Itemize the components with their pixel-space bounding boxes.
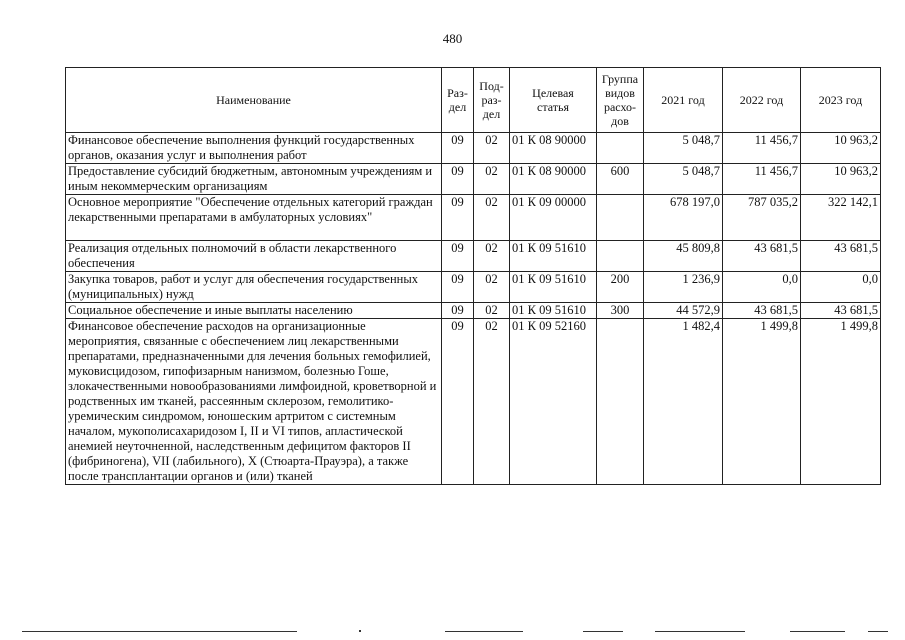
row-2023: 10 963,2 [801, 133, 881, 164]
row-2021: 5 048,7 [644, 133, 723, 164]
row-name: Социальное обеспечение и иные выплаты населению [66, 303, 442, 319]
row-subsection: 02 [474, 241, 510, 272]
row-group: 300 [597, 303, 644, 319]
row-target: 01 К 08 90000 [510, 133, 597, 164]
row-2022: 11 456,7 [723, 133, 801, 164]
header-name: Наименование [66, 68, 442, 133]
row-group [597, 133, 644, 164]
row-2021: 1 236,9 [644, 272, 723, 303]
row-target: 01 К 09 51610 [510, 241, 597, 272]
row-2023: 43 681,5 [801, 303, 881, 319]
page-number: 480 [442, 31, 463, 46]
row-name: Основное мероприятие "Обеспечение отдельных категорий граждан лекарственными препаратами в амбулаторных условиях" [66, 195, 442, 241]
row-section: 09 [442, 319, 474, 485]
row-section: 09 [442, 303, 474, 319]
table-row [66, 272, 881, 303]
row-group [597, 241, 644, 272]
footer-rule [790, 631, 845, 632]
row-2023: 43 681,5 [801, 241, 881, 272]
table-header-row [66, 68, 881, 133]
row-name: Реализация отдельных полномочий в области лекарственного обеспечения [66, 241, 442, 272]
footer-rule [22, 631, 297, 632]
row-group: 200 [597, 272, 644, 303]
table-row [66, 133, 881, 164]
footer-dot [359, 630, 361, 632]
table-row [66, 303, 881, 319]
header-2021: 2021 год [644, 68, 723, 133]
row-2021: 1 482,4 [644, 319, 723, 485]
row-target: 01 К 08 90000 [510, 164, 597, 195]
row-2022: 787 035,2 [723, 195, 801, 241]
row-2022: 0,0 [723, 272, 801, 303]
row-2021: 5 048,7 [644, 164, 723, 195]
row-2021: 678 197,0 [644, 195, 723, 241]
header-2022: 2022 год [723, 68, 801, 133]
row-2022: 1 499,8 [723, 319, 801, 485]
header-group: Группа видов расхо- дов [597, 68, 644, 133]
header-section: Раз- дел [442, 68, 474, 133]
header-subsection: Под- раз- дел [474, 68, 510, 133]
row-target: 01 К 09 00000 [510, 195, 597, 241]
row-subsection: 02 [474, 303, 510, 319]
row-group [597, 195, 644, 241]
row-2022: 43 681,5 [723, 303, 801, 319]
row-2021: 44 572,9 [644, 303, 723, 319]
row-2023: 1 499,8 [801, 319, 881, 485]
row-2023: 10 963,2 [801, 164, 881, 195]
row-target: 01 К 09 51610 [510, 272, 597, 303]
row-section: 09 [442, 272, 474, 303]
row-target: 01 К 09 52160 [510, 319, 597, 485]
row-2022: 11 456,7 [723, 164, 801, 195]
table-row [66, 195, 881, 241]
row-target: 01 К 09 51610 [510, 303, 597, 319]
row-section: 09 [442, 195, 474, 241]
header-2023: 2023 год [801, 68, 881, 133]
row-subsection: 02 [474, 195, 510, 241]
row-section: 09 [442, 164, 474, 195]
row-subsection: 02 [474, 319, 510, 485]
row-name: Финансовое обеспечение расходов на организационные мероприятия, связанные с обеспечением лиц лекарственными препаратами, предназначенными для лечения больных гемофилией, муковисцидозом, гипофизарным нанизмом, болезнью Гоше, злокачественными новообразованиями лимфоидной, кроветворной и родственных им тканей, рассеянным склерозом, гемолитико-уремическим синдромом, юношеским артритом с системным началом, мукополисахаридозом I, II и VI типов, апластической анемией неуточненной, наследственным дефицитом факторов II (фибриногена), VII (лабильного), X (Стюарта-Прауэра), а также после трансплантации органов и (или) тканей [66, 319, 442, 485]
budget-table [65, 67, 881, 485]
table-row [66, 319, 881, 485]
row-name: Предоставление субсидий бюджетным, автономным учреждениям и иным некоммерческим организациям [66, 164, 442, 195]
header-target: Целевая статья [510, 68, 597, 133]
row-subsection: 02 [474, 164, 510, 195]
footer-rule [445, 631, 523, 632]
row-name: Финансовое обеспечение выполнения функций государственных органов, оказания услуг и выполнения работ [66, 133, 442, 164]
row-section: 09 [442, 241, 474, 272]
row-2022: 43 681,5 [723, 241, 801, 272]
row-subsection: 02 [474, 133, 510, 164]
row-group: 600 [597, 164, 644, 195]
row-2023: 322 142,1 [801, 195, 881, 241]
table-row [66, 164, 881, 195]
row-2021: 45 809,8 [644, 241, 723, 272]
table-row [66, 241, 881, 272]
row-2023: 0,0 [801, 272, 881, 303]
footer-rule [868, 631, 888, 632]
footer-rule [583, 631, 623, 632]
row-name: Закупка товаров, работ и услуг для обеспечения государственных (муниципальных) нужд [66, 272, 442, 303]
row-section: 09 [442, 133, 474, 164]
row-group [597, 319, 644, 485]
footer-rule [655, 631, 745, 632]
row-subsection: 02 [474, 272, 510, 303]
